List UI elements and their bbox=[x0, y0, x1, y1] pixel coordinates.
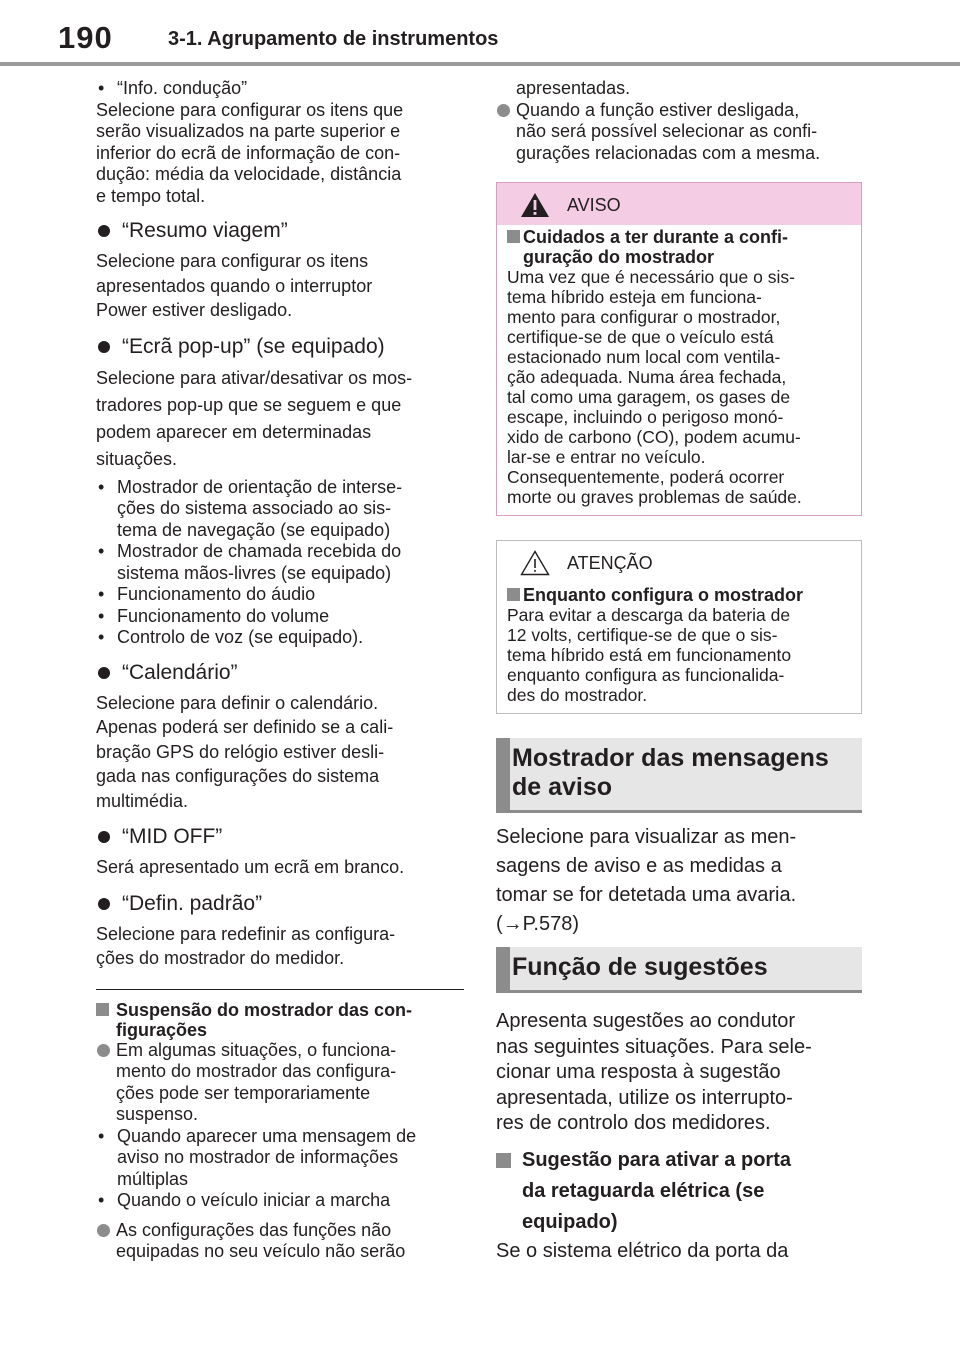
section-title: 3-1. Agrupamento de instrumentos bbox=[168, 28, 499, 50]
line: Funcionamento do volume bbox=[117, 605, 330, 626]
line: podem aparecer em determinadas bbox=[96, 421, 372, 442]
line: des do mostrador. bbox=[507, 685, 648, 705]
heading-text: “Ecrã pop-up” (se equipado) bbox=[122, 334, 385, 358]
line: equipadas no seu veículo não serão bbox=[116, 1241, 406, 1261]
heading-text: “Defin. padrão” bbox=[122, 891, 263, 915]
line: serão visualizados na parte superior e bbox=[96, 121, 401, 141]
bullet-dot: • bbox=[98, 78, 105, 98]
info-item bbox=[96, 78, 464, 100]
line: multimédia. bbox=[96, 790, 189, 811]
bullet-disc bbox=[98, 898, 110, 910]
line: tal como uma garagem, os gases de bbox=[507, 387, 791, 407]
heading-text: “MID OFF” bbox=[122, 825, 223, 848]
line: suspenso. bbox=[116, 1104, 199, 1124]
line: Uma vez que é necessário que o sis- bbox=[507, 267, 795, 287]
line: enquanto configura as funcionalida- bbox=[507, 665, 785, 685]
list-item: • Controlo de voz (se equipado). bbox=[96, 627, 464, 649]
list-item: • Mostrador de orientação de interse- ções do sistema associado ao sis- tema de navegação (se equipado) bbox=[96, 477, 464, 542]
list-item: • Funcionamento do áudio bbox=[96, 584, 464, 606]
line: não será possível selecionar as confi- bbox=[516, 121, 818, 141]
square-bullet-icon bbox=[507, 588, 520, 601]
line: Enquanto configura o mostrador bbox=[523, 585, 804, 605]
line: equipado) bbox=[522, 1210, 618, 1233]
line: Em algumas situações, o funciona- bbox=[116, 1039, 397, 1060]
line: Apenas poderá ser definido se a cali- bbox=[96, 717, 394, 737]
atencao-heading bbox=[507, 585, 851, 605]
atencao-label: ATENÇÃO bbox=[567, 553, 653, 573]
divider bbox=[96, 989, 464, 990]
line: Selecione para visualizar as men- bbox=[496, 826, 797, 848]
line: Mostrador de chamada recebida do bbox=[117, 541, 402, 561]
line: tema híbrido esteja em funciona- bbox=[507, 287, 762, 307]
line: figurações bbox=[116, 1019, 208, 1040]
line: tema híbrido está em funcionamento bbox=[507, 645, 792, 665]
line: bração GPS do relógio estiver desli- bbox=[96, 741, 385, 762]
atencao-body bbox=[497, 583, 861, 713]
line: mento para configurar o mostrador, bbox=[507, 307, 781, 327]
square-bullet-icon bbox=[96, 1003, 109, 1016]
square-bullet-icon bbox=[496, 1153, 511, 1168]
line: xido de carbono (CO), podem acumu- bbox=[507, 427, 801, 447]
aviso-heading bbox=[507, 227, 851, 267]
left-column bbox=[96, 78, 464, 1263]
mid-off-heading bbox=[96, 823, 464, 851]
line: Suspensão do mostrador das con- bbox=[116, 999, 413, 1020]
line: apresentadas. bbox=[516, 78, 631, 98]
line: lar-se e entrar no veículo. bbox=[507, 447, 706, 467]
line: mento do mostrador das configura- bbox=[116, 1061, 397, 1081]
defin-heading bbox=[96, 890, 464, 918]
caution-icon bbox=[520, 550, 550, 576]
header-rule bbox=[0, 62, 960, 66]
line: res de controlo dos medidores. bbox=[496, 1112, 771, 1134]
line: Quando o veículo iniciar a marcha bbox=[117, 1190, 391, 1210]
line: situações. bbox=[96, 448, 178, 469]
note-item bbox=[496, 100, 862, 165]
line: Apresenta sugestões ao condutor bbox=[496, 1010, 796, 1032]
line: Sugestão para ativar a porta bbox=[522, 1148, 791, 1171]
note-item bbox=[96, 1220, 464, 1263]
aviso-box bbox=[496, 182, 862, 516]
line: (→P.578) bbox=[496, 913, 580, 935]
line: sistema mãos-livres (se equipado) bbox=[117, 562, 392, 583]
resumo-heading bbox=[96, 217, 464, 245]
line: sagens de aviso e as medidas a bbox=[496, 855, 782, 877]
line: Selecione para ativar/desativar os mos- bbox=[96, 367, 413, 388]
line: Cuidados a ter durante a confi- bbox=[523, 227, 789, 247]
info-item-desc bbox=[96, 100, 464, 208]
line: Selecione para redefinir as configura- bbox=[96, 923, 396, 944]
list-item: • Mostrador de chamada recebida do sistema mãos-livres (se equipado) bbox=[96, 541, 464, 584]
note-bullets bbox=[96, 1126, 464, 1212]
sugestoes-desc bbox=[496, 1009, 862, 1137]
aviso-body bbox=[497, 225, 861, 515]
mostrador-desc bbox=[496, 823, 862, 939]
circle-bullet-icon bbox=[497, 104, 510, 117]
line: morte ou graves problemas de saúde. bbox=[507, 487, 802, 507]
page-number: 190 bbox=[58, 20, 113, 55]
line: Mostrador de orientação de interse- bbox=[117, 476, 403, 497]
line: guração do mostrador bbox=[523, 247, 715, 267]
line: cionar uma resposta à sugestão bbox=[496, 1061, 781, 1083]
line: apresentada, utilize os interrupto- bbox=[496, 1086, 793, 1109]
line: tradores pop-up que se seguem e que bbox=[96, 394, 402, 415]
line: ções do mostrador do medidor. bbox=[96, 948, 345, 968]
line: Selecione para configurar os itens que bbox=[96, 99, 404, 120]
line: Selecione para definir o calendário. bbox=[96, 692, 379, 713]
calendario-heading bbox=[96, 659, 464, 687]
bullet-disc bbox=[98, 667, 110, 679]
line: Mostrador das mensagens bbox=[512, 744, 829, 772]
porta-heading bbox=[496, 1145, 862, 1238]
aviso-label: AVISO bbox=[567, 195, 621, 215]
info-item-text bbox=[117, 78, 464, 100]
porta-desc bbox=[496, 1238, 862, 1265]
line: e tempo total. bbox=[96, 185, 206, 206]
line: estacionado num local com ventila- bbox=[507, 347, 781, 367]
popup-heading bbox=[96, 333, 464, 361]
line: “Info. condução” bbox=[117, 78, 248, 98]
aviso-header bbox=[497, 183, 861, 225]
line: Controlo de voz (se equipado). bbox=[117, 627, 364, 647]
line: da retaguarda elétrica (se bbox=[522, 1179, 765, 1202]
defin-desc bbox=[96, 922, 464, 971]
bullet-disc bbox=[98, 341, 110, 353]
mostrador-heading bbox=[496, 738, 862, 813]
atencao-header bbox=[497, 541, 861, 583]
note-continued bbox=[496, 78, 862, 100]
line: apresentados quando o interruptor bbox=[96, 275, 373, 296]
line: nas seguintes situações. Para sele- bbox=[496, 1035, 812, 1058]
line: Será apresentado um ecrã em branco. bbox=[96, 857, 405, 877]
line: Função de sugestões bbox=[512, 953, 768, 981]
right-column bbox=[496, 78, 862, 1265]
line: aviso no mostrador de informações bbox=[117, 1147, 399, 1167]
circle-bullet-icon bbox=[97, 1224, 110, 1237]
line: Para evitar a descarga da bateria de bbox=[507, 605, 791, 625]
heading-text: “Calendário” bbox=[122, 660, 238, 684]
bullet-disc bbox=[98, 831, 110, 843]
popup-desc bbox=[96, 365, 464, 473]
bullet-disc bbox=[98, 225, 110, 237]
popup-bullets bbox=[96, 477, 464, 649]
line: escape, incluindo o perigoso monó- bbox=[507, 407, 784, 427]
line: As configurações das funções não bbox=[116, 1219, 392, 1240]
line: Funcionamento do áudio bbox=[117, 584, 316, 604]
mid-off-desc bbox=[96, 855, 464, 880]
atencao-box bbox=[496, 540, 862, 714]
calendario-desc bbox=[96, 691, 464, 814]
page-header bbox=[0, 0, 960, 66]
line: ções do sistema associado ao sis- bbox=[117, 498, 392, 518]
line: certifique-se de que o veículo está bbox=[507, 327, 774, 347]
circle-bullet-icon bbox=[97, 1044, 110, 1057]
warning-icon bbox=[520, 192, 550, 218]
line: Consequentemente, poderá ocorrer bbox=[507, 467, 785, 487]
square-bullet-icon bbox=[507, 230, 520, 243]
line: Quando aparecer uma mensagem de bbox=[117, 1125, 417, 1146]
list-item: • Quando aparecer uma mensagem de aviso no mostrador de informações múltiplas bbox=[96, 1126, 464, 1191]
resumo-desc bbox=[96, 249, 464, 323]
line: tema de navegação (se equipado) bbox=[117, 519, 391, 540]
line: Se o sistema elétrico da porta da bbox=[496, 1239, 789, 1262]
heading-text: “Resumo viagem” bbox=[122, 219, 288, 242]
line: Power estiver desligado. bbox=[96, 300, 293, 320]
line: Quando a função estiver desligada, bbox=[516, 99, 800, 120]
line: inferior do ecrã de informação de con- bbox=[96, 142, 401, 163]
line: múltiplas bbox=[117, 1168, 189, 1189]
list-item: • Quando o veículo iniciar a marcha bbox=[96, 1190, 464, 1212]
line: ções pode ser temporariamente bbox=[116, 1082, 371, 1103]
list-item: • Funcionamento do volume bbox=[96, 606, 464, 628]
suspensao-heading bbox=[96, 1000, 464, 1040]
line: gada nas configurações do sistema bbox=[96, 766, 380, 786]
sugestoes-heading bbox=[496, 947, 862, 993]
line: ção adequada. Numa área fechada, bbox=[507, 367, 787, 387]
line: gurações relacionadas com a mesma. bbox=[516, 142, 821, 163]
line: 12 volts, certifique-se de que o sis- bbox=[507, 625, 778, 645]
note-item bbox=[96, 1040, 464, 1126]
line: tomar se for detetada uma avaria. bbox=[496, 884, 797, 906]
line: Selecione para configurar os itens bbox=[96, 251, 369, 271]
line: dução: média da velocidade, distância bbox=[96, 164, 402, 184]
line: de aviso bbox=[512, 773, 613, 801]
